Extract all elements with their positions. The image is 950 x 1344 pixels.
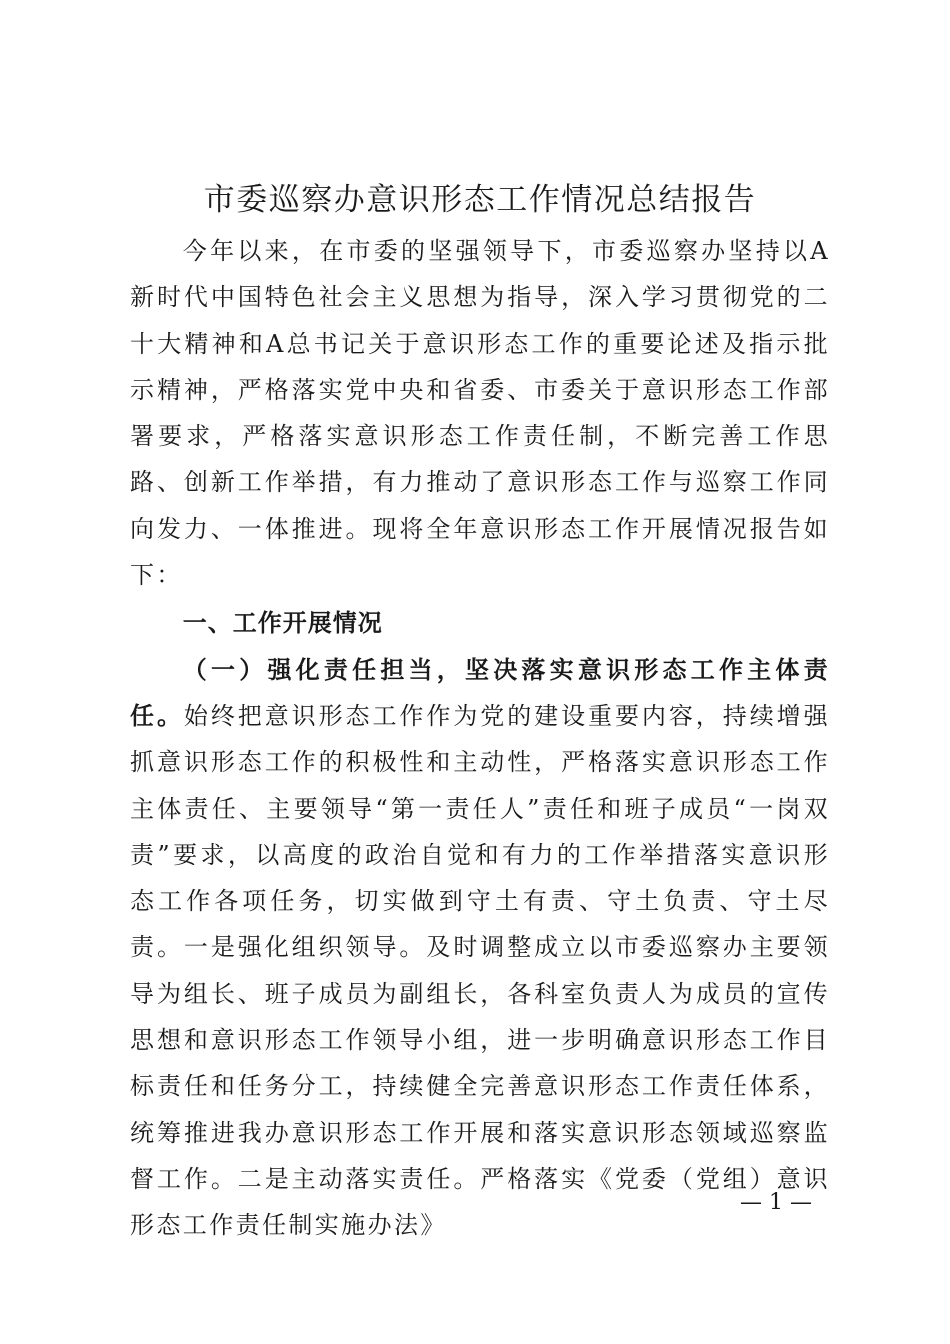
subsection-paragraph [130,647,830,1249]
document-title: 市委巡察办意识形态工作情况总结报告 [203,182,757,218]
subsection-heading: （一）强化责任担当，坚决落实意识形态工作主体责任。 [130,654,830,730]
document-body [130,228,830,1249]
page-number: — 1 — [740,1190,812,1215]
section-heading: 一、工作开展情况 [182,609,383,638]
intro-paragraph: 今年以来，在市委的坚强领导下，市委巡察办坚持以A新时代中国特色社会主义思想为指导，深入学习贯彻党的二十大精神和A总书记关于意识形态工作的重要论述及指示批示精神，严格落实党中央和省委、市委关于意识形态工作部署要求，严格落实意识形态工作责任制，不断完善工作思路、创新工作举措，有力推动了意识形态工作与巡察工作同向发力、一体推进。现将全年意识形态工作开展情况报告如下： [130,237,830,590]
subsection-body: 始终把意识形态工作作为党的建设重要内容，持续增强抓意识形态工作的积极性和主动性，严格落实意识形态工作主体责任、主要领导“第一责任人”责任和班子成员“一岗双责”要求，以高度的政治自觉和有力的工作举措落实意识形态工作各项任务，切实做到守土有责、守土负责、守土尽责。一是强化组织领导。及时调整成立以市委巡察办主要领导为组长、班子成员为副组长，各科室负责人为成员的宣传思想和意识形态工作领导小组，进一步明确意识形态工作目标责任和任务分工，持续健全完善意识形态工作责任体系，统筹推进我办意识形态工作开展和落实意识形态领域巡察监督工作。二是主动落实责任。严格落实《党委（党组）意识形态工作责任制实施办法》 [130,701,830,1240]
